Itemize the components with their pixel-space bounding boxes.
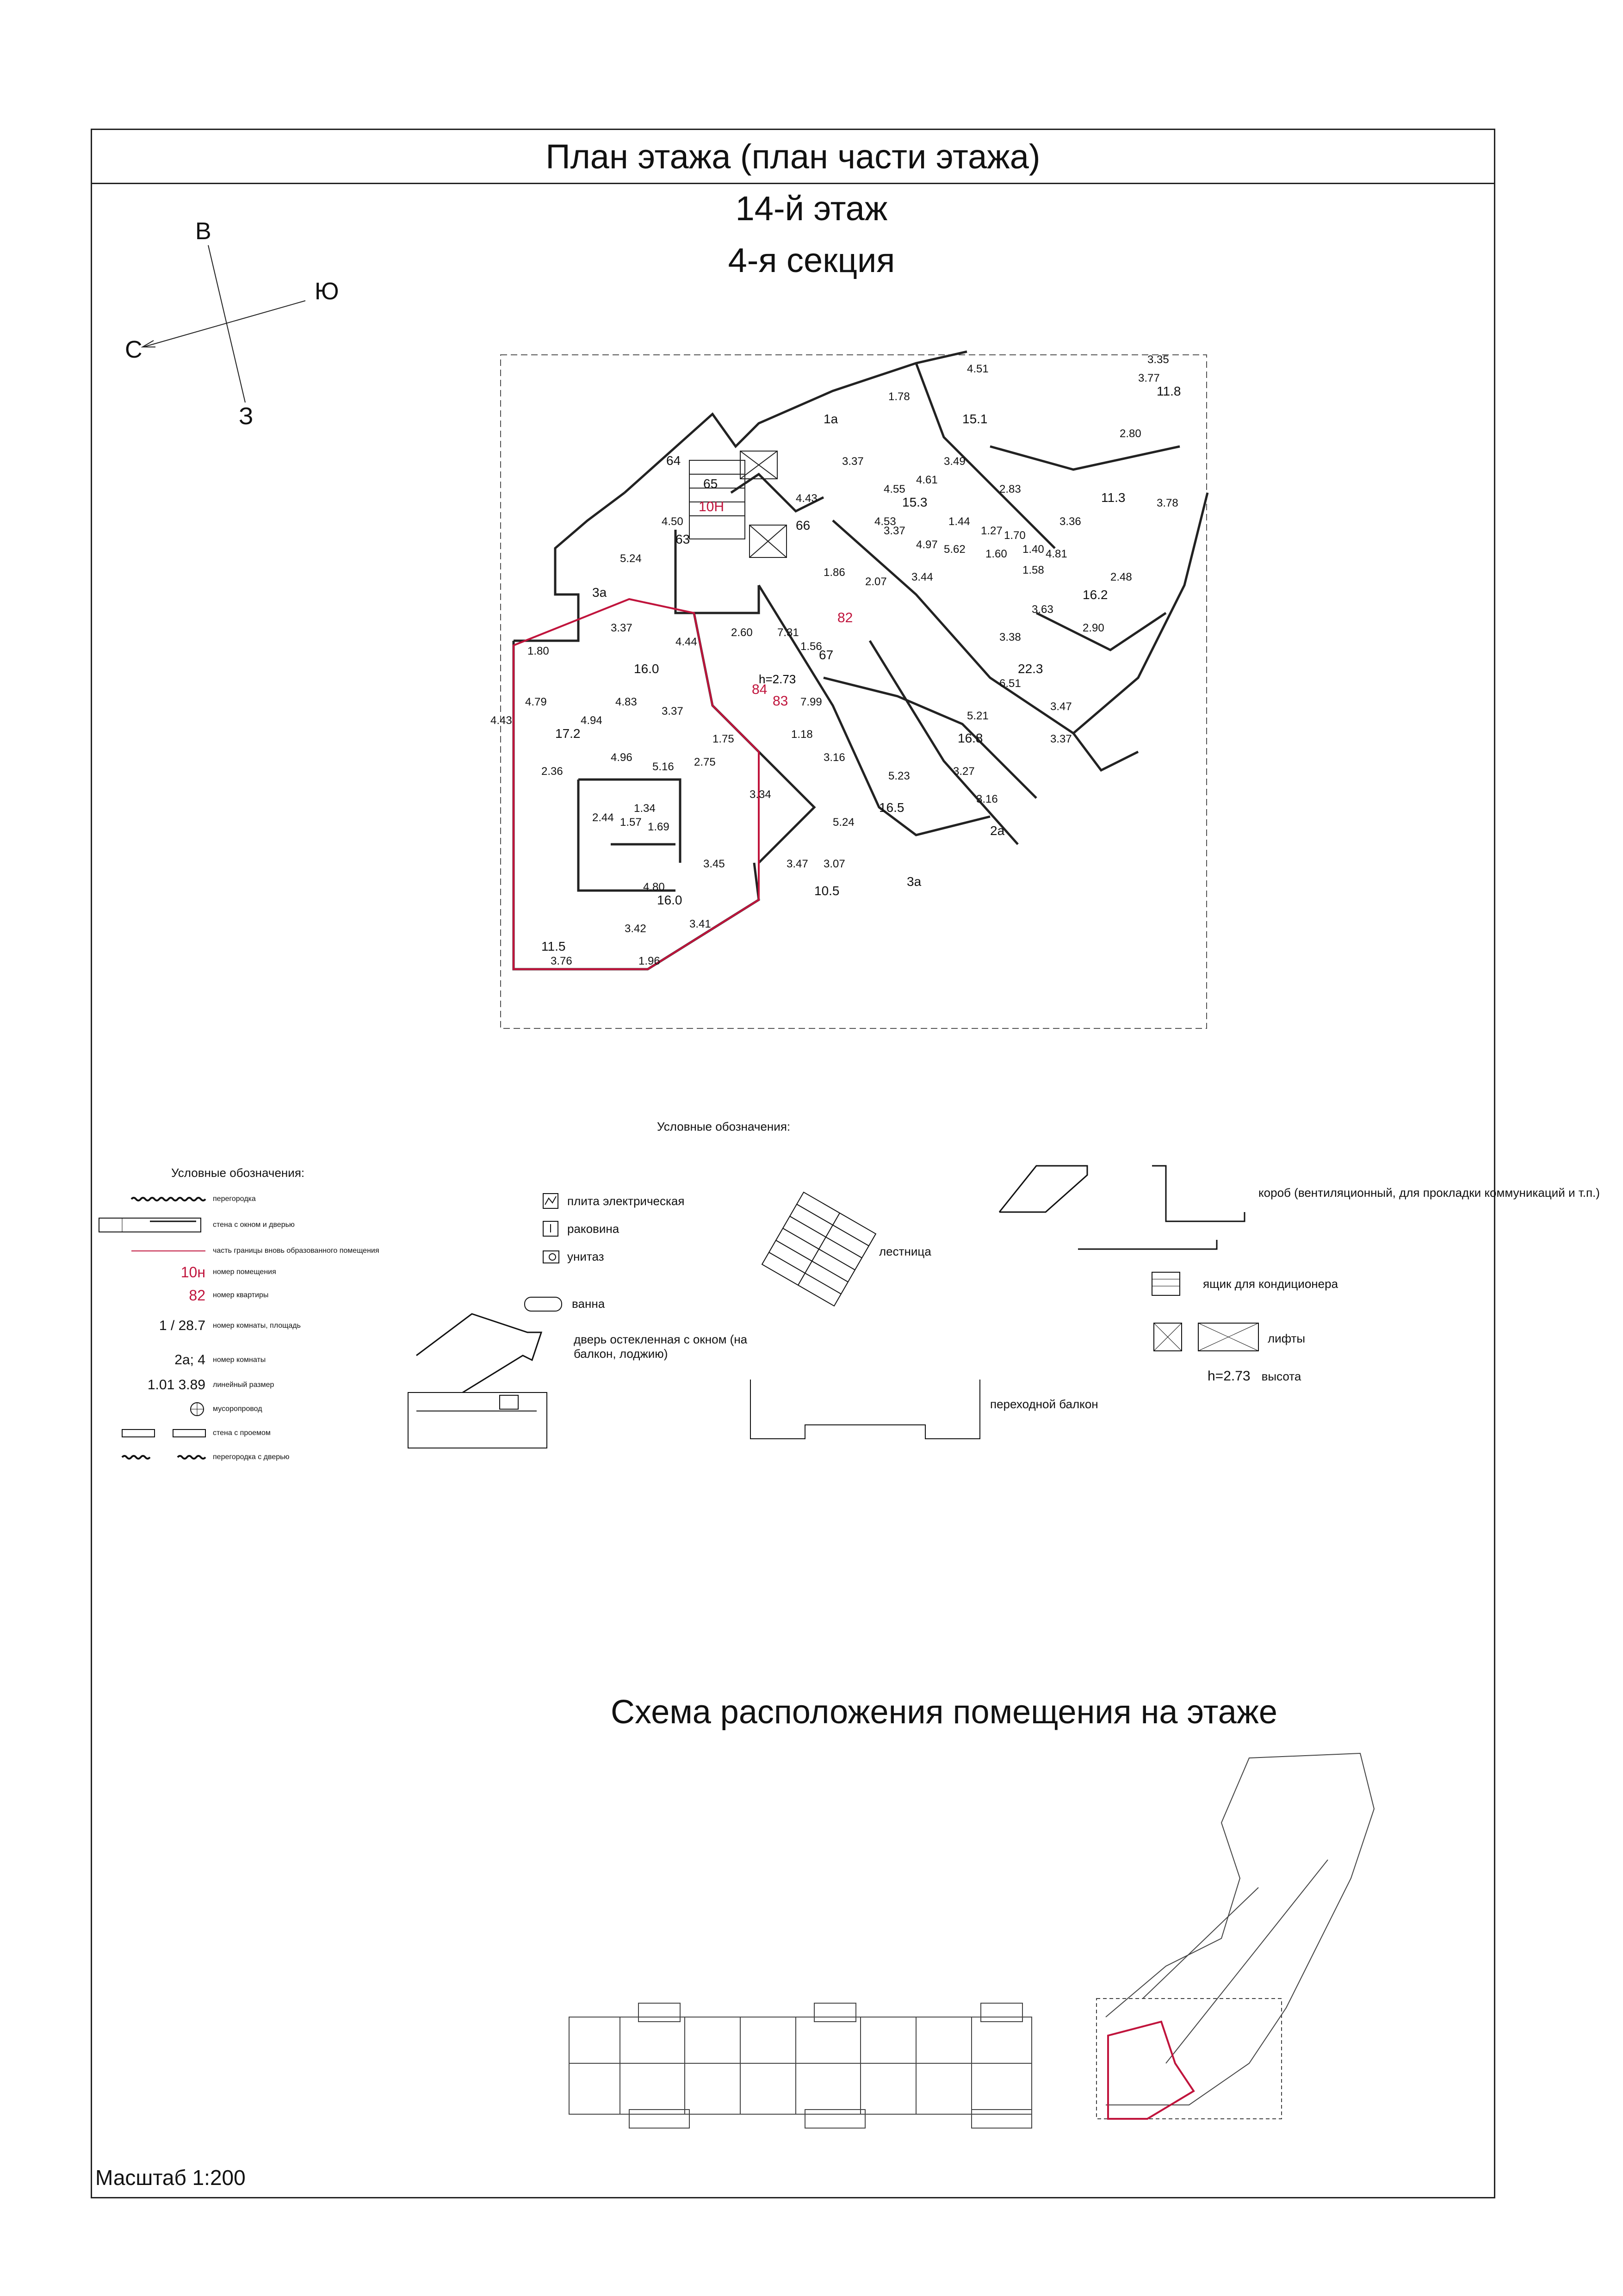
dimension: 3.36	[1059, 515, 1081, 528]
legend-label: плита электрическая	[567, 1194, 685, 1208]
legend-item	[1208, 1368, 1301, 1384]
dimension: 3.27	[953, 765, 975, 778]
compass-south: З	[239, 403, 254, 430]
area-label: 10.5	[814, 884, 840, 898]
dimension: 3.34	[750, 788, 771, 801]
page-title: План этажа (план части этажа)	[91, 129, 1495, 184]
dimension: 3.16	[976, 793, 998, 805]
boundary-line-icon	[131, 1249, 205, 1253]
dimension: 1.96	[638, 955, 660, 967]
dimension: 3.37	[884, 525, 905, 537]
legend-label: стена с проемом	[213, 1429, 271, 1437]
premise-boundary	[514, 599, 759, 969]
legend-item	[93, 1190, 256, 1208]
dimension: 2.60	[731, 626, 753, 639]
dimension: 3.45	[703, 858, 725, 870]
dimension: 4.50	[662, 515, 683, 528]
legend-label: перегородка с дверью	[213, 1453, 290, 1461]
apartment-number: 82	[837, 610, 853, 625]
area-label: 11.3	[1101, 490, 1126, 505]
dimension: 3.38	[999, 631, 1021, 644]
legend-label: номер комнаты	[213, 1356, 266, 1364]
stairs-icon	[759, 1189, 879, 1309]
legend-item	[879, 1244, 931, 1259]
legend-title: Условные обозначения:	[171, 1166, 305, 1180]
dimension: 4.97	[916, 538, 938, 551]
building-walls	[514, 352, 1208, 969]
sink-icon	[541, 1219, 560, 1238]
dimension: 4.96	[611, 751, 632, 764]
legend-item	[541, 1247, 604, 1266]
legend-label: ящик для кондиционера	[1203, 1277, 1338, 1291]
dimension: 3.63	[1032, 603, 1053, 616]
room-label: 3а	[592, 585, 607, 600]
legend-label: номер помещения	[213, 1268, 276, 1276]
area-label: 22.3	[1018, 662, 1043, 676]
duct-icon	[995, 1147, 1254, 1268]
legend-label: стена с окном и дверью	[213, 1221, 295, 1229]
legend-label: номер комнаты, площадь	[213, 1322, 301, 1330]
area-label: 16.8	[958, 731, 983, 745]
dimension: 4.81	[1046, 548, 1067, 560]
dimension: 3.44	[911, 571, 933, 583]
legend-label: линейный размер	[213, 1381, 274, 1389]
dimension: 3.37	[662, 705, 683, 718]
dimension: 2.48	[1110, 571, 1132, 583]
compass-north: В	[195, 218, 211, 245]
dimension: 5.16	[652, 761, 674, 773]
room-label: 65	[703, 477, 718, 491]
apartment-number: 84	[752, 682, 768, 697]
area-label: 16.5	[879, 800, 904, 815]
dimension: 1.58	[1022, 564, 1044, 576]
legend-label: унитаз	[567, 1249, 604, 1263]
dimension: 2.90	[1083, 622, 1104, 634]
legend-item	[93, 1216, 295, 1234]
legend-label: высота	[1261, 1369, 1301, 1383]
dimension: 5.24	[620, 552, 642, 565]
legend-item	[93, 1286, 268, 1305]
dimension: 3.76	[551, 955, 572, 967]
area-label: 16.0	[657, 893, 682, 907]
legend-symbol: h=2.73	[1208, 1368, 1251, 1384]
legend-symbol: 2а; 4	[174, 1352, 205, 1368]
dimension: 1.60	[985, 548, 1007, 560]
scheme-title: Схема расположения помещения на этаже	[611, 1694, 1277, 1731]
dimension: 6.51	[999, 677, 1021, 690]
legend-label: короб (вентиляционный, для прокладки коммуникаций и т.п.)	[1258, 1186, 1600, 1200]
legend-symbol: 1 / 28.7	[159, 1318, 205, 1333]
dimension: 3.77	[1138, 372, 1160, 384]
legend-label: лестница	[879, 1244, 931, 1258]
room-label: 66	[796, 518, 811, 532]
dimension: 4.44	[675, 636, 697, 648]
area-label: 15.1	[962, 412, 988, 426]
legend-item	[93, 1351, 266, 1369]
dimension: 5.24	[833, 816, 855, 829]
compass-east: Ю	[315, 278, 339, 305]
dimension: 3.37	[1050, 733, 1072, 745]
scale-label: Масштаб 1:200	[95, 2166, 246, 2190]
room-label: 67	[819, 648, 834, 662]
dimension: 2.07	[865, 576, 887, 588]
electric-stove-icon	[541, 1192, 560, 1210]
legend-label: часть границы вновь образованного помещения	[213, 1247, 379, 1255]
dimension: 3.42	[625, 922, 646, 935]
legend-item	[93, 1263, 276, 1281]
dimension: 4.43	[490, 714, 512, 727]
legend-symbol: 1.01 3.89	[147, 1377, 205, 1392]
dimension: 2.75	[694, 756, 716, 768]
compass-arrow-icon	[102, 208, 361, 449]
dimension: 4.94	[581, 714, 602, 727]
floor-label: 14-й этаж	[735, 189, 888, 228]
garbage-chute-icon	[189, 1401, 205, 1417]
legend-label: лифты	[1268, 1331, 1306, 1345]
dimension: 2.83	[999, 483, 1021, 495]
legend-label: перегородка	[213, 1195, 256, 1203]
dimension: 4.80	[643, 881, 665, 893]
floor-plan	[490, 353, 1208, 1029]
glazed-door-icon	[407, 1305, 592, 1480]
room-label: 1а	[824, 412, 838, 426]
legend-label: мусоропровод	[213, 1405, 262, 1413]
wall-opening-icon	[122, 1428, 205, 1439]
room-label: 63	[675, 532, 690, 546]
dimension: 3.78	[1157, 497, 1178, 509]
dimension: 5.62	[944, 543, 966, 556]
dimension: 3.37	[611, 622, 632, 634]
dimension: 3.49	[944, 455, 966, 468]
area-label: 16.2	[1083, 588, 1108, 602]
legend-label: раковина	[567, 1221, 619, 1236]
dimension: 5.21	[967, 710, 989, 722]
legend-item	[93, 1242, 379, 1260]
dimension: 7.31	[777, 626, 799, 639]
legend-label: дверь остекленная с окном (на балкон, лоджию)	[574, 1332, 748, 1361]
legend-item	[93, 1400, 262, 1418]
transition-balcony-icon	[750, 1379, 981, 1443]
wall-window-door-icon	[94, 1216, 205, 1234]
dimension: 1.40	[1022, 543, 1044, 556]
legend-item	[93, 1317, 301, 1335]
dimension: 3.35	[1147, 353, 1169, 366]
apartment-number: 83	[773, 693, 788, 709]
dimension: 1.75	[712, 733, 734, 745]
partition-door-icon	[122, 1453, 205, 1462]
dimension: 1.70	[1004, 529, 1026, 542]
dimension: 1.57	[620, 816, 642, 829]
legend-symbol: 10н	[180, 1263, 205, 1281]
dimension: 3.47	[787, 858, 808, 870]
legend-item	[541, 1192, 684, 1210]
area-label: 15.3	[902, 495, 928, 509]
dimension: 4.61	[916, 474, 938, 486]
dimension: 4.55	[884, 483, 905, 495]
legend-symbol: 82	[189, 1287, 205, 1304]
legend-item	[990, 1397, 1098, 1411]
dimension: 3.47	[1050, 700, 1072, 713]
dimension: 4.79	[525, 696, 547, 708]
dimension: 3.07	[824, 858, 845, 870]
legend-item	[541, 1219, 619, 1238]
dimension: 1.44	[948, 515, 970, 528]
dimension: 4.51	[967, 363, 989, 375]
dimension: 1.80	[527, 645, 549, 657]
area-label: 11.8	[1157, 384, 1181, 398]
compass-west: С	[125, 336, 142, 363]
premise-number: 10Н	[699, 499, 725, 514]
dimension: 1.34	[634, 802, 656, 815]
legend-item	[93, 1424, 271, 1442]
legend-item	[93, 1376, 274, 1394]
legend-item	[1268, 1331, 1305, 1346]
dimension: 4.83	[615, 696, 637, 708]
dimension: 2.80	[1120, 427, 1141, 440]
room-label: 3а	[907, 874, 922, 889]
dimension: 1.27	[981, 525, 1003, 537]
area-label: 17.2	[555, 726, 581, 741]
dimension: 1.56	[800, 640, 822, 653]
toilet-icon	[541, 1247, 560, 1266]
partition-icon	[131, 1194, 205, 1204]
dimension: 2.36	[541, 765, 563, 778]
ac-box-icon	[1138, 1268, 1194, 1300]
room-label: 2а	[990, 823, 1005, 838]
lifts-icon	[1152, 1318, 1263, 1355]
dimension: 1.86	[824, 566, 845, 579]
dimension: 1.18	[791, 728, 813, 741]
dimension: 3.41	[689, 918, 711, 930]
dimension: 4.53	[874, 515, 896, 528]
dimension: 1.78	[888, 390, 910, 403]
legend-label: переходной балкон	[990, 1397, 1098, 1411]
legend-label: ванна	[572, 1296, 605, 1311]
compass-rose	[102, 208, 361, 449]
room-label: 64	[666, 453, 681, 468]
dimension: 2.44	[592, 811, 614, 824]
dimension: 5.23	[888, 770, 910, 782]
dimension: 3.37	[842, 455, 864, 468]
legend-item	[93, 1448, 289, 1467]
legend-title: Условные обозначения:	[657, 1120, 791, 1133]
section-label: 4-я секция	[728, 241, 895, 279]
area-label: 11.5	[541, 939, 566, 953]
legend-item	[1203, 1277, 1338, 1291]
floor-scheme	[564, 1739, 1397, 2147]
dimension: 4.43	[796, 492, 818, 505]
dimension: 1.69	[648, 821, 669, 833]
legend-label: номер квартиры	[213, 1291, 269, 1299]
area-label: 16.0	[634, 662, 659, 676]
dimension: 3.16	[824, 751, 845, 764]
dimension: 7.99	[800, 696, 822, 708]
height-label: h=2.73	[759, 672, 796, 686]
